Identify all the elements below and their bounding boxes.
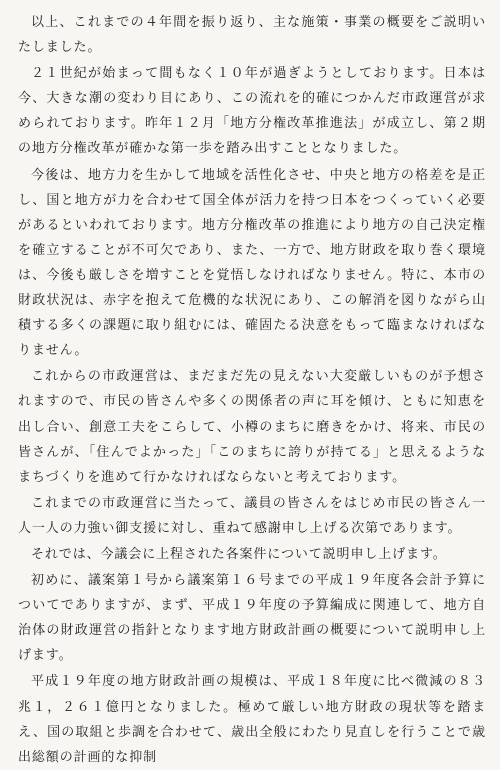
paragraph-8: 平成１９年度の地方財政計画の規模は、平成１８年度に比べ微減の８３兆１，２６１億円となりました。極めて厳しい地方財政の現状等を踏まえ、国の取組と歩調を合わせて、歳出全般にわたり見直しを行うことで歳出総額の計画的な抑制 bbox=[18, 674, 486, 765]
paragraph-2: ２１世紀が始まって間もなく１０年が過ぎようとしております。日本は今、大きな潮の変わり目にあり、この流れを的確につかんだ市政運営が求められております。昨年１２月「地方分権改革推進法」が成立し、第２期の地方分権改革が確かな第一歩を踏み出すこととなりました。 bbox=[18, 66, 486, 157]
paragraph-6: それでは、今議会に上程された各案件について説明申し上げます。 bbox=[31, 546, 447, 562]
paragraph-3: 今後は、地方力を生かして地域を活性化させ、中央と地方の格差を是正し、国と地方が力を合わせて国全体が活力を持つ日本をつくっていく必要があるといわれております。地方分権改革の推進により地方の自己決定権を確立することが不可欠であり、また、一方で、地方財政を取り巻く環境は、今後も厳しさを増すことを覚悟しなければなりません。特に、本市の財政状況は、赤字を抱えて危機的な状況にあり、この解消を図りながら山積する多くの課題に取り組むには、確固たる決意をもって臨まなければなりません。 bbox=[18, 167, 486, 359]
paragraph-5: これまでの市政運営に当たって、議員の皆さんをはじめ市民の皆さん一人一人の力強い御支援に対し、重ねて感謝申し上げる次第であります。 bbox=[18, 495, 486, 536]
paragraph-1: 以上、これまでの４年間を振り返り、主な施策・事業の概要をご説明いたしました。 bbox=[18, 15, 486, 56]
paragraph-7: 初めに、議案第１号から議案第１６号までの平成１９年度各会計予算についてでありますが、まず、平成１９年度の予算編成に関連して、地方自治体の財政運営の指針となります地方財政計画の概要について説明申し上げます。 bbox=[18, 573, 486, 664]
paragraph-4: これからの市政運営は、まだまだ先の見えない大変厳しいものが予想されますので、市民の皆さんや多くの関係者の声に耳を傾け、ともに知恵を出し合い、創意工夫をこらして、小樽のまちに磨きをかけ、将来、市民の皆さんが、「住んでよかった」「このまちに誇りが持てる」と思えるようなまちづくりを進めて行かなければならないと考えております。 bbox=[18, 369, 486, 485]
